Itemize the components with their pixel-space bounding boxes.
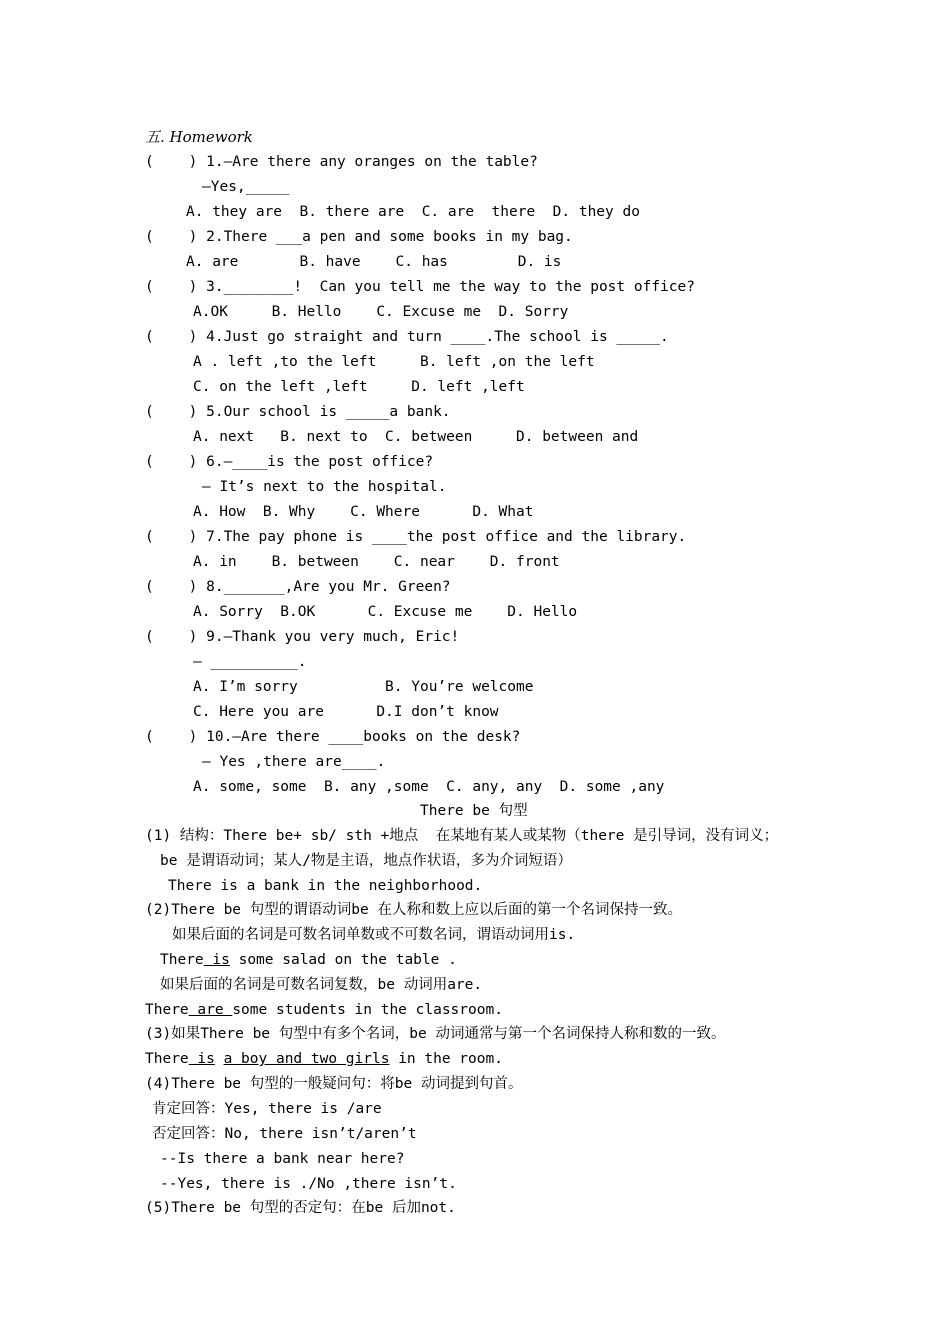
example-text: There xyxy=(160,952,204,968)
question-10: ( ) 10.—Are there ____books on the desk? xyxy=(145,729,521,745)
question-7-options: A. in B. between C. near D. front xyxy=(193,554,560,570)
grammar-point-2-example-1 xyxy=(160,950,457,970)
question-5: ( ) 5.Our school is _____a bank. xyxy=(145,404,451,420)
question-3-options: A.OK B. Hello C. Excuse me D. Sorry xyxy=(193,304,569,320)
grammar-point-1-example: There is a bank in the neighborhood. xyxy=(168,878,483,894)
underlined-nouns: a boy and two girls xyxy=(223,1051,390,1067)
question-6-options: A. How B. Why C. Where D. What xyxy=(193,504,534,520)
question-9-options-2: C. Here you are D.I don’t know xyxy=(193,704,499,720)
example-text: There xyxy=(145,1002,189,1018)
grammar-point-2-line-1: (2)There be 句型的谓语动词be 在人称和数上应以后面的第一个名词保持一致。 xyxy=(145,902,682,918)
question-4-options-2: C. on the left ,left D. left ,left xyxy=(193,379,525,395)
grammar-point-2-line-2: 如果后面的名词是可数名词单数或不可数名词，谓语动词用is. xyxy=(172,927,576,943)
grammar-point-3-line-1: (3)如果There be 句型中有多个名词，be 动词通常与第一个名词保持人称和数的一致。 xyxy=(145,1026,726,1042)
example-text: some students in the classroom. xyxy=(232,1002,503,1018)
question-1-reply: —Yes,_____ xyxy=(202,179,290,195)
question-4: ( ) 4.Just go straight and turn ____.The school is _____. xyxy=(145,329,669,345)
example-text: some salad on the table . xyxy=(229,952,457,968)
question-1-options: A. they are B. there are C. are there D. they do xyxy=(186,204,640,220)
question-1: ( ) 1.—Are there any oranges on the table? xyxy=(145,154,538,170)
question-9: ( ) 9.—Thank you very much, Eric! xyxy=(145,629,460,645)
question-4-options-1: A . left ,to the left B. left ,on the left xyxy=(193,354,595,370)
question-6: ( ) 6.—____is the post office? xyxy=(145,454,434,470)
question-5-options: A. next B. next to C. between D. between and xyxy=(193,429,639,445)
grammar-point-1-line-1: (1) 结构：There be+ sb/ sth +地点 在某地有某人或某物（there 是引导词，没有词义； xyxy=(145,828,779,844)
question-10-options: A. some, some B. any ,some C. any, any D. some ,any xyxy=(193,779,665,795)
grammar-point-2-example-2 xyxy=(145,1000,503,1020)
grammar-point-2-line-3: 如果后面的名词是可数名词复数，be 动词用are. xyxy=(160,977,483,993)
grammar-point-4-affirmative: 肯定回答：Yes, there is /are xyxy=(152,1101,382,1117)
underlined-verb: is xyxy=(188,1051,215,1067)
underlined-verb: is xyxy=(203,952,230,968)
grammar-point-5-line-1: (5)There be 句型的否定句：在be 后加not. xyxy=(145,1200,456,1216)
question-3: ( ) 3.________! Can you tell me the way to the post office? xyxy=(145,279,695,295)
example-text: There xyxy=(145,1051,189,1067)
grammar-point-4-negative: 否定回答：No, there isn’t/aren’t xyxy=(152,1126,417,1142)
grammar-point-4-example-question: --Is there a bank near here? xyxy=(160,1151,405,1167)
question-8-options: A. Sorry B.OK C. Excuse me D. Hello xyxy=(193,604,578,620)
underlined-verb: are xyxy=(188,1002,233,1018)
question-2: ( ) 2.There ___a pen and some books in my bag. xyxy=(145,229,573,245)
example-text xyxy=(215,1051,224,1067)
question-2-options: A. are B. have C. has D. is xyxy=(186,254,562,270)
grammar-point-4-example-answer: --Yes, there is ./No ,there isn’t. xyxy=(160,1176,457,1192)
example-text: in the room. xyxy=(389,1051,503,1067)
grammar-point-4-line-1: (4)There be 句型的一般疑问句：将be 动词提到句首。 xyxy=(145,1076,523,1092)
grammar-point-3-example xyxy=(145,1049,503,1069)
homework-heading: 五. Homework xyxy=(145,128,253,146)
grammar-title: There be 句型 xyxy=(420,803,528,819)
question-9-reply: — __________. xyxy=(193,654,307,670)
question-10-reply: — Yes ,there are____. xyxy=(202,754,386,770)
grammar-point-1-line-2: be 是谓语动词；某人/物是主语，地点作状语，多为介词短语） xyxy=(160,853,572,869)
question-9-options-1: A. I’m sorry B. You’re welcome xyxy=(193,679,534,695)
question-6-reply: — It’s next to the hospital. xyxy=(202,479,447,495)
question-7: ( ) 7.The pay phone is ____the post office and the library. xyxy=(145,529,687,545)
question-8: ( ) 8._______,Are you Mr. Green? xyxy=(145,579,451,595)
